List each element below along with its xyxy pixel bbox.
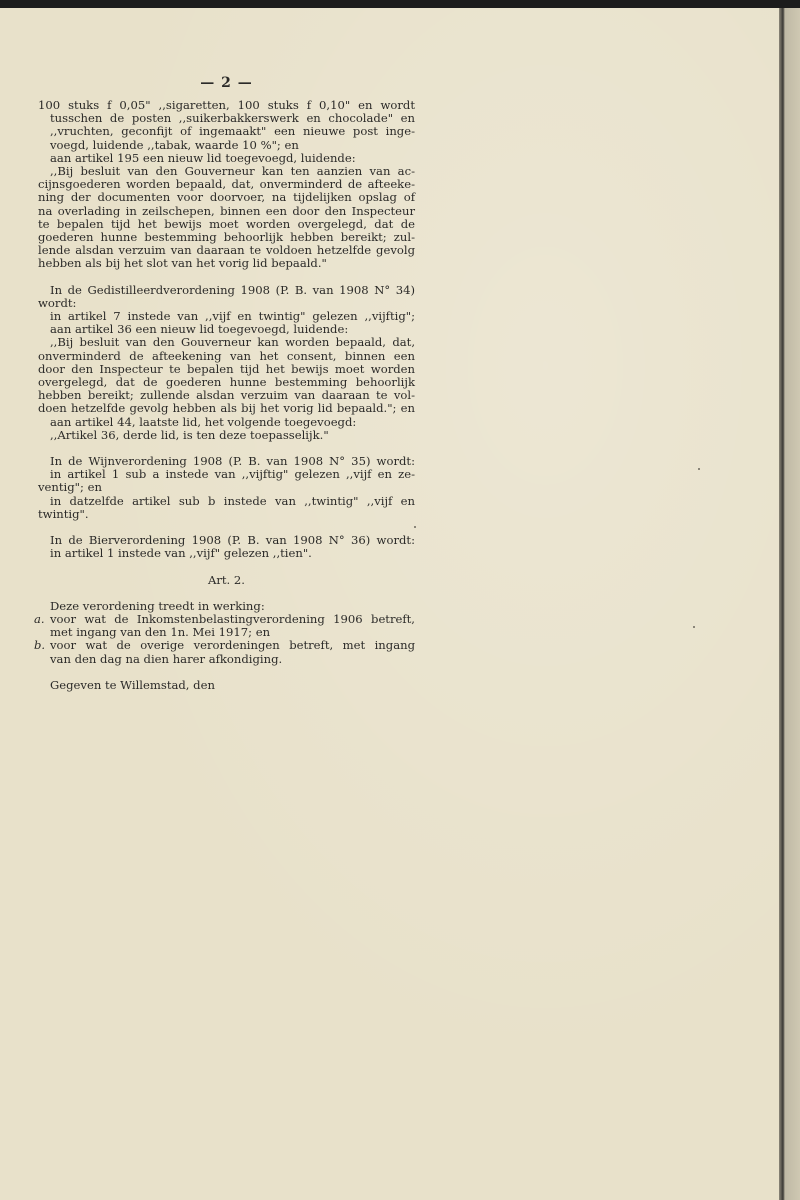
closing-line xyxy=(38,679,415,692)
text-line: ,,Bij besluit van den Gouverneur kan worden bepaald, dat, xyxy=(50,335,415,350)
text-line: ,,Artikel 36, derde lid, is ten deze toepasselijk." xyxy=(50,427,329,442)
list-item-a xyxy=(34,611,415,640)
paragraph-wijn xyxy=(38,455,415,521)
text-line: lende alsdan verzuim van daaraan te voldoen hetzelfde gevolg xyxy=(38,243,415,258)
text-line: In de Wijnverordening 1908 (P. B. van 1908 N° 35) wordt: xyxy=(50,454,415,469)
text-line: ning der documenten voor doorvoer, na tijdelijken opslag of xyxy=(38,190,415,205)
list-letter: b. xyxy=(34,638,46,653)
list-line: van den dag na dien harer afkondiging. xyxy=(50,651,283,666)
list-letter: a. xyxy=(34,611,45,626)
text-line: Gegeven te Willemstad, den xyxy=(50,677,215,692)
text-line: onverminderd de afteekening van het consent, binnen een xyxy=(38,348,415,363)
paper-speck xyxy=(693,626,695,628)
text-line: ventig"; en xyxy=(38,480,102,495)
paper-speck xyxy=(414,526,416,528)
text-line: door den Inspecteur te bepalen tijd het bewijs moet worden xyxy=(38,361,415,376)
text-line: aan artikel 44, laatste lid, het volgende toegevoegd: xyxy=(50,414,357,429)
list-line: met ingang van den 1n. Mei 1917; en xyxy=(50,625,271,640)
text-line: in artikel 7 instede van ,,vijf en twintig" gelezen ,,vijftig"; xyxy=(50,309,415,324)
text-line: voegd, luidende ,,tabak, waarde 10 %"; en xyxy=(50,137,299,152)
text-line: aan artikel 195 een nieuw lid toegevoegd, luidende: xyxy=(50,150,356,165)
text-line: Deze verordening treedt in werking: xyxy=(50,598,265,613)
list-item-b xyxy=(34,638,415,666)
text-line: hebben als bij het slot van het vorig lid bepaald." xyxy=(38,256,327,271)
text-line: in artikel 1 instede van ,,vijf" gelezen ,,tien". xyxy=(50,546,312,561)
text-line: tusschen de posten ,,suikerbakkerswerk en chocolade" en xyxy=(50,111,415,126)
text-line: aan artikel 36 een nieuw lid toegevoegd, luidende: xyxy=(50,322,349,337)
paragraph-gedistilleerd xyxy=(38,284,415,442)
text-line: na overlading in zeilschepen, binnen een door den Inspecteur xyxy=(38,203,415,218)
text-line: in artikel 1 sub a instede van ,,vijftig" gelezen ,,vijf en ze- xyxy=(50,467,415,482)
list-line: a. voor wat de Inkomstenbelastingverordening 1906 betreft, xyxy=(34,611,415,626)
text-line: overgelegd, dat de goederen hunne bestemming behoorlijk xyxy=(38,375,415,390)
quote-article-195 xyxy=(38,165,415,271)
paragraph-tabak xyxy=(38,99,415,165)
text-line: goederen hunne bestemming behoorlijk hebben bereikt; zul- xyxy=(38,230,415,245)
text-line: cijnsgoederen worden bepaald, dat, onverminderd de afteeke- xyxy=(38,177,415,192)
paper-speck xyxy=(698,468,700,470)
text-line: in datzelfde artikel sub b instede van ,,twintig" ,,vijf en xyxy=(50,493,415,508)
paragraph-werking xyxy=(34,598,415,666)
text-line: twintig". xyxy=(38,506,89,521)
article-heading: Art. 2. xyxy=(207,572,245,587)
text-line: In de Gedistilleerdverordening 1908 (P. B. van 1908 N° 34) xyxy=(50,282,415,297)
text-line: wordt: xyxy=(38,295,77,310)
text-line: ,,Bij besluit van den Gouverneur kan ten aanzien van ac- xyxy=(50,164,415,179)
page-edge xyxy=(779,8,800,1200)
list-line: b. voor wat de overige verordeningen betreft, met ingang xyxy=(34,638,415,653)
page-number: — 2 — xyxy=(200,75,253,91)
text-line: ,,vruchten, geconfijt of ingemaakt" een nieuwe post inge- xyxy=(50,124,415,139)
text-line: te bepalen tijd het bewijs moet worden overgelegd, dat de xyxy=(38,216,415,231)
text-line: hebben bereikt; zullende alsdan verzuim van daaraan te vol- xyxy=(38,388,415,403)
paragraph-bier xyxy=(38,534,415,560)
text-line: 100 stuks f 0,05" ,,sigaretten, 100 stuks f 0,10" en wordt xyxy=(38,98,415,112)
text-line: In de Bierverordening 1908 (P. B. van 1908 N° 36) wordt: xyxy=(50,533,415,548)
document-page xyxy=(34,60,415,692)
text-line: doen hetzelfde gevolg hebben als bij het vorig lid bepaald."; en xyxy=(38,401,415,416)
